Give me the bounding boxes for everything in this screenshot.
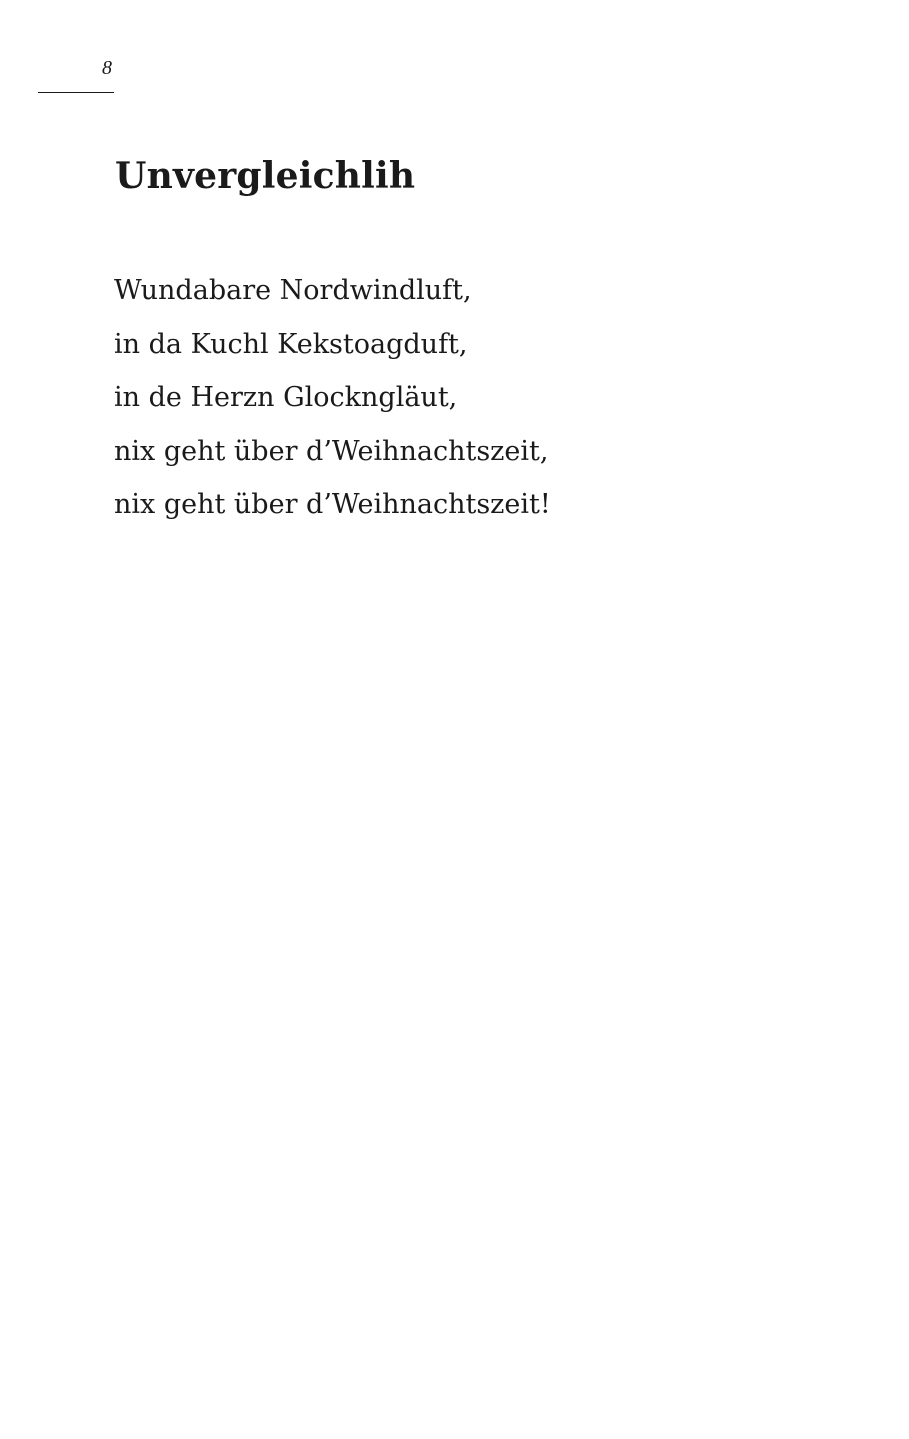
poem-line: nix geht über d’Weihnachtszeit!	[114, 489, 551, 520]
poem-line: in da Kuchl Kekstoagduft,	[114, 328, 468, 360]
poem-line: nix geht über d’Weihnachtszeit,	[114, 435, 549, 467]
header-rule	[38, 92, 114, 93]
poem-line: Wundabare Nordwindluft,	[114, 275, 472, 306]
poem-body	[114, 264, 551, 532]
poem-title: Unvergleichlih	[115, 155, 416, 197]
poem-line: in de Herzn Glockngläut,	[114, 382, 458, 413]
page-number: 8	[102, 57, 112, 79]
